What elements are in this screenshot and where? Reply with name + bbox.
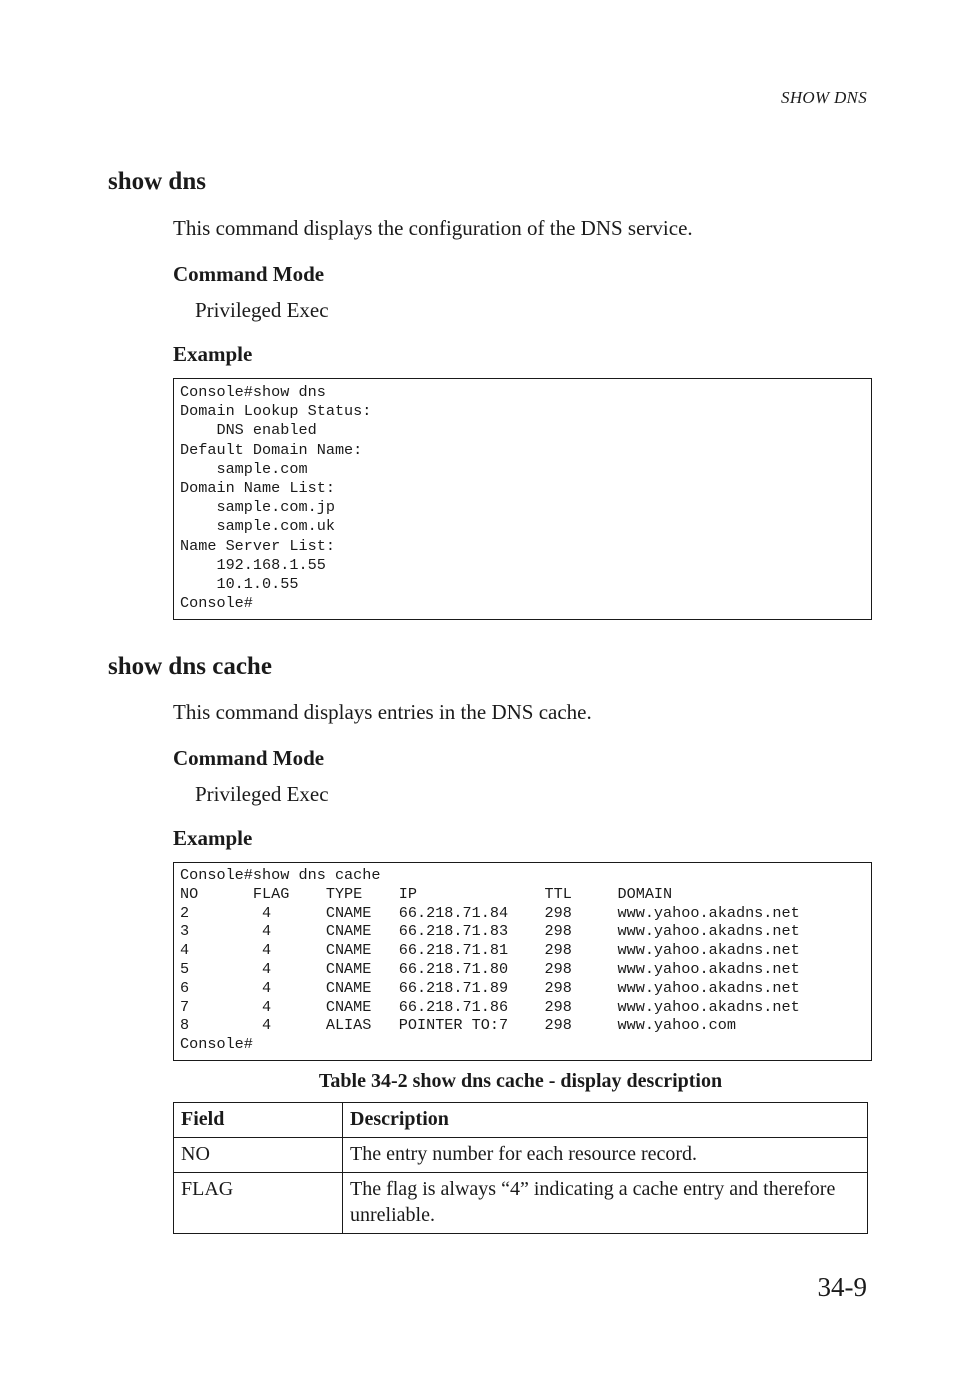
table-caption: Table 34-2 show dns cache - display description (318, 1070, 723, 1092)
table-cell-field: NO (174, 1138, 343, 1173)
example-heading: Example (173, 826, 253, 850)
code-line: 5 4 CNAME 66.218.71.80 298 www.yahoo.akadns.net (180, 959, 800, 978)
code-line: Name Server List: (180, 536, 335, 555)
display-description-table (173, 1102, 868, 1234)
section-description: This command displays entries in the DNS cache. (173, 700, 592, 724)
example-heading: Example (173, 342, 253, 366)
table-cell-description: The entry number for each resource record. (343, 1138, 868, 1173)
section-title-show-dns: show dns (108, 168, 206, 195)
code-line: 8 4 ALIAS POINTER TO:7 298 www.yahoo.com (180, 1016, 736, 1035)
command-mode-value: Privileged Exec (195, 782, 329, 806)
code-line: Domain Name List: (180, 479, 335, 498)
code-line: Console#show dns (180, 383, 326, 401)
code-line: sample.com (180, 459, 308, 478)
table-header-row (174, 1103, 868, 1138)
command-mode-value: Privileged Exec (195, 298, 329, 322)
code-line: 7 4 CNAME 66.218.71.86 298 www.yahoo.akadns.net (180, 997, 800, 1016)
code-line: Domain Lookup Status: (180, 402, 372, 421)
code-line: 4 4 CNAME 66.218.71.81 298 www.yahoo.akadns.net (180, 941, 800, 960)
code-line: 3 4 CNAME 66.218.71.83 298 www.yahoo.akadns.net (180, 922, 800, 941)
page-number: 34-9 (817, 1272, 867, 1302)
code-line: DNS enabled (180, 421, 317, 440)
code-line: Default Domain Name: (180, 440, 363, 459)
code-line: 6 4 CNAME 66.218.71.89 298 www.yahoo.akadns.net (180, 978, 800, 997)
column-header-description: Description (343, 1103, 868, 1138)
code-line: sample.com.jp (180, 498, 335, 517)
code-line: Console#show dns cache (180, 866, 381, 884)
column-header-field: Field (174, 1103, 343, 1138)
command-mode-heading: Command Mode (173, 746, 325, 770)
section-title-show-dns-cache: show dns cache (108, 653, 272, 680)
code-line: 10.1.0.55 (180, 575, 299, 594)
table-row (174, 1173, 868, 1234)
code-example-show-dns-cache (173, 862, 872, 1061)
code-line: 2 4 CNAME 66.218.71.84 298 www.yahoo.akadns.net (180, 903, 800, 922)
running-header: SHOW DNS (781, 88, 867, 107)
section-description: This command displays the configuration of the DNS service. (173, 216, 693, 240)
command-mode-heading: Command Mode (173, 262, 325, 286)
table-row (174, 1138, 868, 1173)
code-line: 192.168.1.55 (180, 555, 326, 574)
code-example-show-dns (173, 378, 872, 620)
code-line: sample.com.uk (180, 517, 335, 536)
code-line: NO FLAG TYPE IP TTL DOMAIN (180, 884, 673, 903)
code-line: Console# (180, 1035, 253, 1054)
table-cell-description: The flag is always “4” indicating a cache entry and therefore unreliable. (343, 1173, 868, 1234)
code-line: Console# (180, 594, 253, 613)
table-cell-field: FLAG (174, 1173, 343, 1234)
